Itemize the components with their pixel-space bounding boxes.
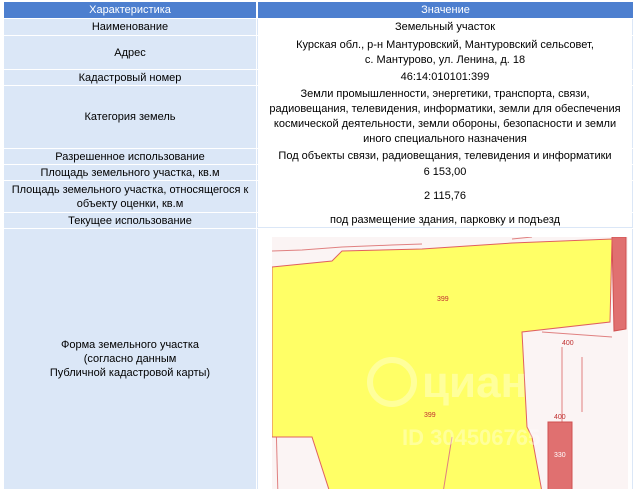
- category-line: радиовещания, телевидения, информатики, земли для обеспечения: [269, 103, 621, 115]
- row-value: под размещение здания, парковку и подъезд: [257, 213, 633, 228]
- table-row: [4, 181, 633, 213]
- row-value: 46:14:010101:399: [257, 70, 633, 85]
- table-row: [4, 19, 633, 36]
- row-value: 6 153,00: [257, 165, 633, 180]
- parcel-number-label: 399: [437, 296, 449, 303]
- header-value: Значение: [257, 2, 633, 18]
- characteristics-table: [4, 2, 633, 490]
- row-value: [257, 36, 633, 69]
- label-line: объекту оценки, кв.м: [76, 197, 184, 210]
- watermark-logo-text: циан: [422, 358, 528, 407]
- address-line: с. Мантурово, ул. Ленина, д. 18: [364, 53, 526, 66]
- row-label: Адрес: [4, 36, 257, 69]
- row-value: 2 115,76: [257, 181, 633, 212]
- row-label: Кадастровый номер: [4, 70, 257, 85]
- row-label: Площадь земельного участка, кв.м: [4, 165, 257, 180]
- neighbor-parcel-block: [612, 237, 626, 331]
- row-label: Текущее использование: [4, 213, 257, 228]
- watermark-id-text: ID 304506765: [402, 425, 541, 450]
- row-label: Категория земель: [4, 86, 257, 148]
- table-row: [4, 229, 633, 490]
- category-line: космической деятельности, земли обороны, безопасности и земли: [273, 118, 617, 130]
- cadastral-map: [272, 237, 628, 489]
- table-header: [4, 2, 633, 19]
- row-value: Под объекты связи, радиовещания, телевидения и информатики: [257, 149, 633, 164]
- label-line: Публичной кадастровой карты): [49, 367, 211, 379]
- row-label: [4, 181, 257, 212]
- header-characteristic: Характеристика: [4, 2, 257, 18]
- cadastral-map-drawing: [272, 237, 628, 489]
- label-line: (согласно данным: [83, 353, 177, 365]
- table-row: [4, 149, 633, 165]
- label-line: Форма земельного участка: [60, 339, 200, 351]
- row-label: Разрешенное использование: [4, 149, 257, 164]
- table-row: [4, 86, 633, 149]
- category-line: Земли промышленности, энергетики, транспорта, связи,: [300, 88, 590, 100]
- table-row: [4, 36, 633, 70]
- table-row: [4, 70, 633, 86]
- parcel-number-label: 400: [554, 414, 566, 421]
- parcel-number-label: 399: [424, 412, 436, 419]
- label-line: Площадь земельного участка, относящегося к: [11, 183, 249, 196]
- row-value: Земельный участок: [257, 19, 633, 35]
- address-line: Курская обл., р-н Мантуровский, Мантуровский сельсовет,: [296, 38, 594, 51]
- map-cell: [257, 229, 633, 489]
- table-row: [4, 213, 633, 229]
- category-line: иного специального назначения: [363, 133, 527, 145]
- row-value: [257, 86, 633, 148]
- row-label: [4, 229, 257, 489]
- row-label: Наименование: [4, 19, 257, 35]
- parcel-number-label: 400: [562, 340, 574, 347]
- boundary-line: [512, 237, 532, 239]
- parcel-number-label: 330: [554, 452, 566, 459]
- boundary-line: [542, 332, 612, 337]
- table-row: [4, 165, 633, 181]
